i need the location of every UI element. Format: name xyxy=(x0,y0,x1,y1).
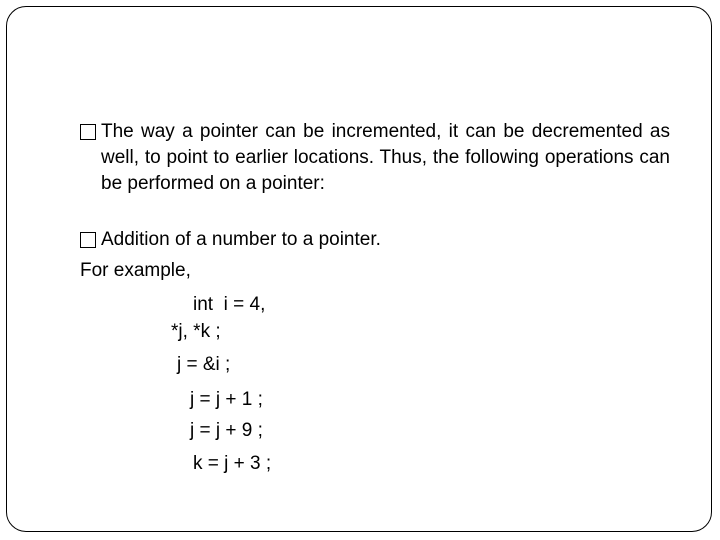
bullet-item xyxy=(80,119,670,197)
code-line: j = j + 1 ; xyxy=(190,389,263,410)
code-line: k = j + 3 ; xyxy=(193,453,272,474)
code-line: j = &i ; xyxy=(177,354,231,375)
bullet-text: Addition of a number to a pointer. xyxy=(101,229,381,250)
example-intro: For example, xyxy=(80,260,191,281)
code-line: *j, *k ; xyxy=(171,321,221,342)
code-line: j = j + 9 ; xyxy=(190,420,263,441)
bullet-box-icon xyxy=(80,232,96,248)
bullet-text: The way a pointer can be incremented, it can be decremented as well, to point to earlier locations. Thus, the following operations can be performed on a pointer: xyxy=(101,121,670,194)
bullet-item xyxy=(80,227,670,253)
bullet-box-icon xyxy=(80,124,96,140)
code-line: int i = 4, xyxy=(193,294,266,315)
